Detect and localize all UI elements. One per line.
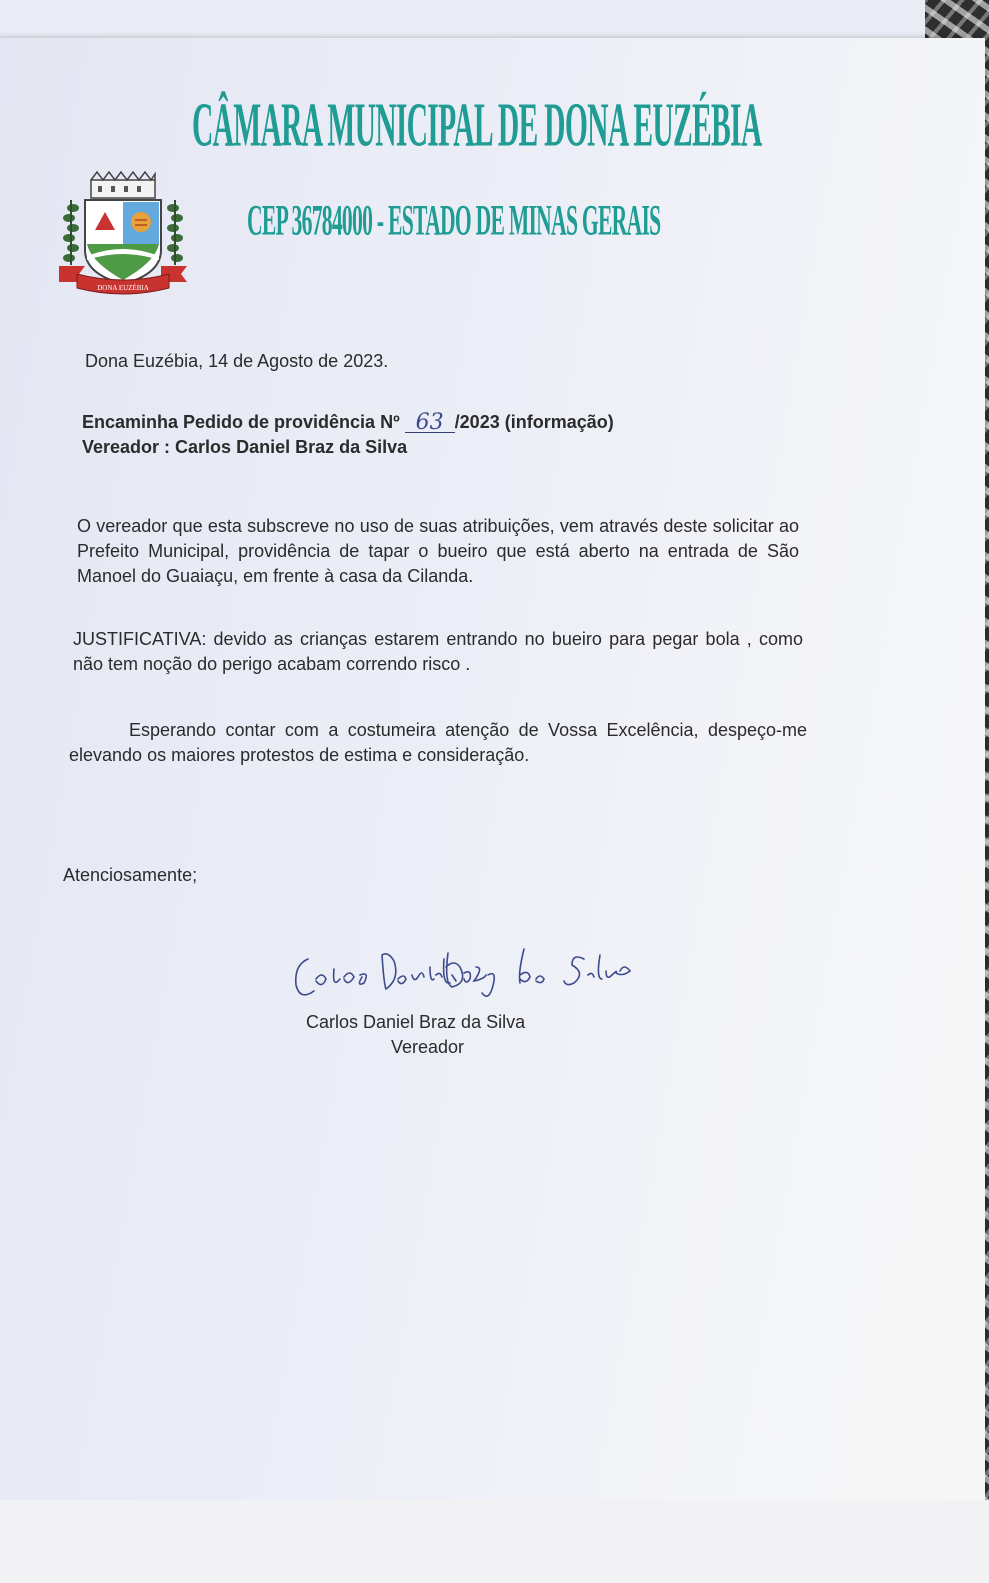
- date-line: Dona Euzébia, 14 de Agosto de 2023.: [85, 351, 389, 371]
- letterhead-subtitle: CEP 36784000 - ESTADO DE MINAS GERAIS: [247, 197, 661, 245]
- subject-suffix: /2023 (informação): [454, 412, 614, 432]
- subject-number-handwritten: 63: [405, 414, 455, 433]
- signatory-role: Vereador: [391, 1037, 465, 1057]
- body-paragraph-justification: JUSTIFICATIVA: devido as crianças estarem entrando no bueiro para pegar bola , como não tem noção do perigo acabam correndo risco .: [73, 629, 803, 674]
- closing-remarks-text: Esperando contar com a costumeira atenção de Vossa Excelência, despeço-me elevando os maiores protestos de estima e consideração.: [69, 720, 807, 765]
- signatory-name: Carlos Daniel Braz da Silva: [306, 1012, 526, 1032]
- letterhead-title: CÂMARA MUNICIPAL DE DONA EUZÉBIA: [192, 89, 762, 160]
- handwritten-signature: [288, 945, 648, 1005]
- closing-salutation: Atenciosamente;: [63, 865, 198, 885]
- body-paragraph-closing-remarks: [69, 718, 807, 768]
- bottom-sheet-edge: [0, 1500, 989, 1583]
- coat-of-arms-text: DONA EUZÉBIA: [97, 284, 149, 292]
- subject-prefix: Encaminha Pedido de providência Nº: [82, 412, 400, 432]
- signature-handwritten-text: Carlos Daniel Braz da Silva: [288, 945, 301, 946]
- subject-line: [82, 410, 614, 435]
- subject-councilman: Vereador : Carlos Daniel Braz da Silva: [82, 437, 408, 457]
- coat-of-arms-icon: [55, 170, 191, 300]
- body-paragraph-request: O vereador que esta subscreve no uso de suas atribuições, vem através deste solicitar ao Prefeito Municipal, providência de tapar o bueiro que está aberto na entrada de São Manoel do Guaiaçu, em frente à casa da Cilanda.: [77, 516, 799, 586]
